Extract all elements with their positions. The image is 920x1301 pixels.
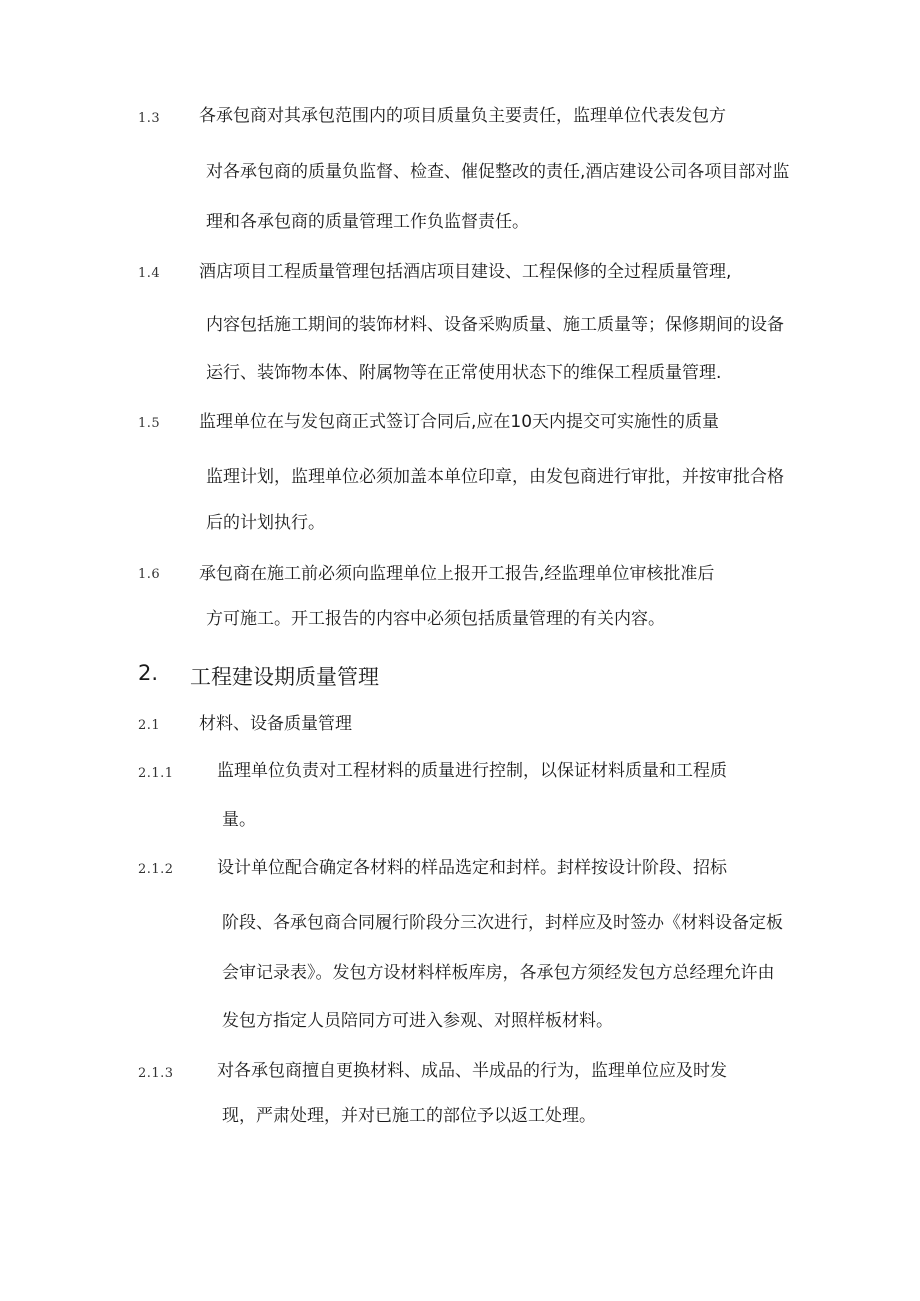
subitem-text-line: 现，严肃处理，并对已施工的部位予以返工处理。 [222, 1106, 596, 1126]
subitem-text-line: 发包方指定人员陪同方可进入参观、对照样板材料。 [222, 1011, 613, 1031]
item-text-line: 监理计划，监理单位必须加盖本单位印章，由发包商进行审批，并按审批合格 [206, 467, 784, 487]
item-text-line: 方可施工。开工报告的内容中必须包括质量管理的有关内容。 [206, 609, 665, 629]
section-title: 工程建设期质量管理 [190, 665, 379, 689]
item-text-line: 内容包括施工期间的装饰材料、设备采购质量、施工质量等；保修期间的设备 [206, 315, 784, 335]
item-text-line: 酒店项目工程质量管理包括酒店项目建设、工程保修的全过程质量管理, [199, 262, 732, 282]
subitem-number: 2.1.1 [138, 766, 174, 781]
item-number: 1.3 [138, 111, 161, 126]
subsection-number: 2.1 [138, 718, 161, 733]
item-text-line: 理和各承包商的质量管理工作负监督责任。 [206, 212, 529, 232]
subitem-text-line: 对各承包商擅自更换材料、成品、半成品的行为，监理单位应及时发 [217, 1061, 727, 1081]
item-number: 1.5 [138, 416, 161, 431]
item-text-line: 各承包商对其承包范围内的项目质量负主要责任，监理单位代表发包方 [199, 106, 726, 126]
item-text-line: 监理单位在与发包商正式签订合同后,应在10天内提交可实施性的质量 [199, 412, 720, 432]
item-number: 1.4 [138, 266, 161, 281]
subitem-number: 2.1.3 [138, 1066, 174, 1081]
subitem-text-line: 设计单位配合确定各材料的样品选定和封样。封样按设计阶段、招标 [217, 858, 727, 878]
item-text-line: 承包商在施工前必须向监理单位上报开工报告,经监理单位审核批准后 [199, 564, 715, 584]
subsection-title: 材料、设备质量管理 [199, 714, 352, 734]
subitem-text-line: 量。 [222, 810, 256, 830]
subitem-text-line: 监理单位负责对工程材料的质量进行控制，以保证材料质量和工程质 [217, 761, 727, 781]
subitem-text-line: 会审记录表》。发包方设材料样板库房，各承包方须经发包方总经理允许由 [222, 963, 775, 983]
subitem-number: 2.1.2 [138, 862, 174, 877]
item-text-line: 运行、装饰物本体、附属物等在正常使用状态下的维保工程质量管理. [206, 363, 722, 383]
item-number: 1.6 [138, 567, 161, 582]
section-number: 2. [138, 661, 159, 685]
item-text-line: 对各承包商的质量负监督、检查、催促整改的责任,酒店建设公司各项目部对监 [206, 162, 790, 182]
subitem-text-line: 阶段、各承包商合同履行阶段分三次进行，封样应及时签办《材料设备定板 [222, 913, 783, 933]
item-text-line: 后的计划执行。 [206, 513, 325, 533]
